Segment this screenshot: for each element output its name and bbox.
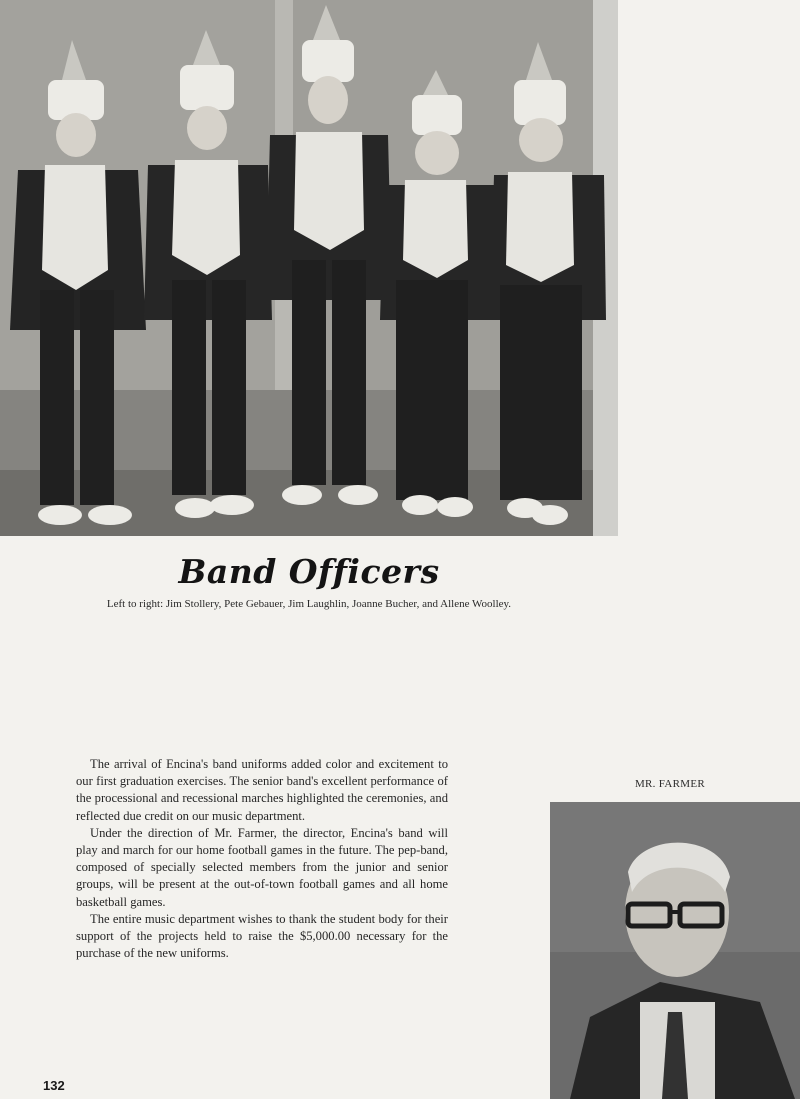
photo-caption: Left to right: Jim Stollery, Pete Gebauer, Jim Laughlin, Joanne Bucher, and Allene Woolley. (106, 598, 512, 610)
paragraph: The arrival of Encina's band uniforms added color and excitement to our first graduation exercises. The senior band's excellent performance of the processional and recessional marches highlighted the ceremonies, and reflected due credit on our music department. (76, 757, 448, 823)
band-officers-photo (0, 0, 618, 536)
mr-farmer-portrait (550, 802, 800, 1099)
portrait-label: MR. FARMER (634, 778, 706, 790)
page-number: 132 (43, 1078, 65, 1093)
article-text (76, 756, 448, 962)
paragraph: The entire music department wishes to thank the student body for their support of the projects held to raise the $5,000.00 necessary for the purchase of the new uniforms. (76, 911, 448, 961)
page-title: Band Officers (178, 552, 440, 591)
paragraph: Under the direction of Mr. Farmer, the director, Encina's band will play and march for our home football games in the future. The pep-band, composed of specially selected members from the junior and senior groups, will be present at the out-of-town football games and all home basketball games. (76, 825, 448, 909)
